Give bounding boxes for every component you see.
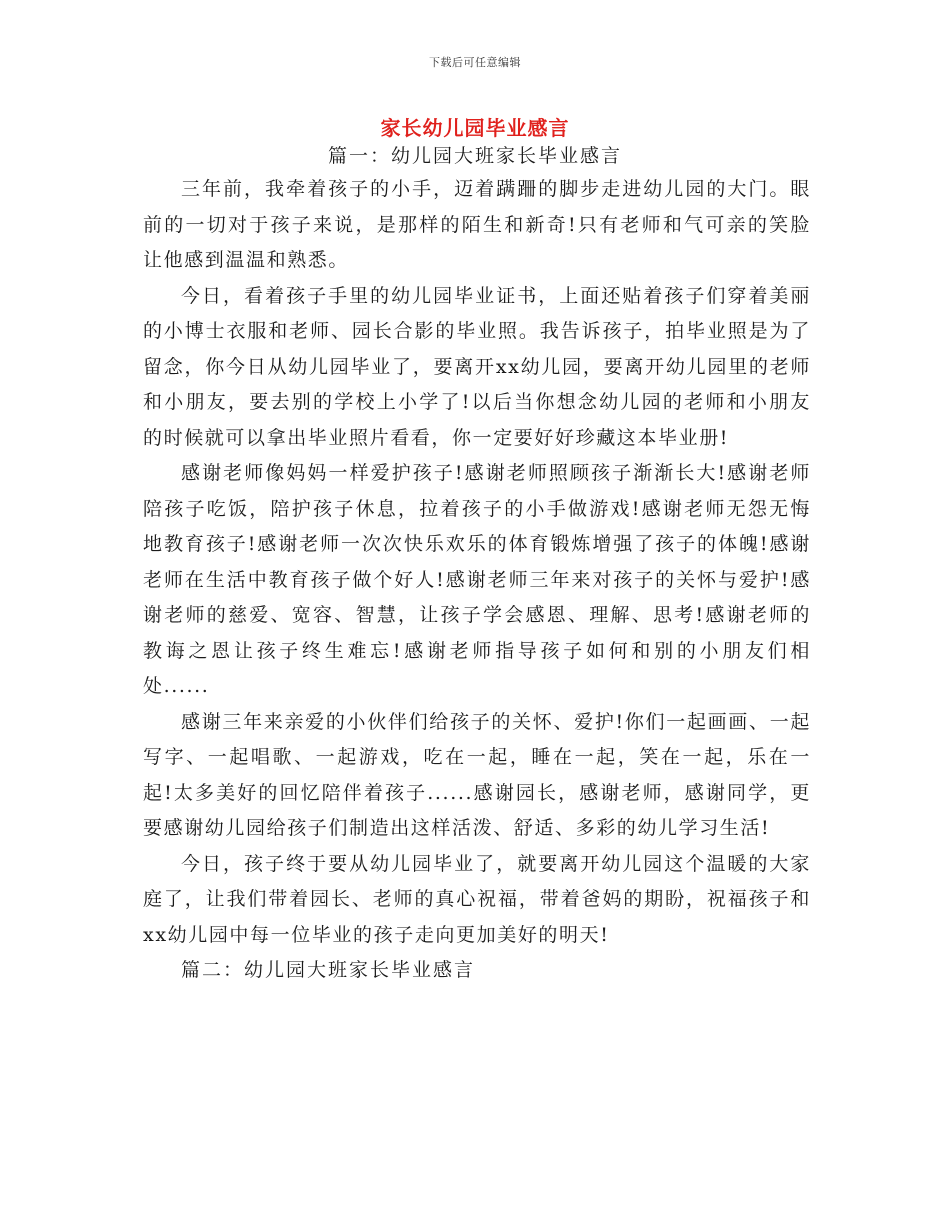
section-two-heading: 篇二：幼儿园大班家长毕业感言 <box>181 959 476 981</box>
paragraph-3: 感谢老师像妈妈一样爱护孩子!感谢老师照顾孩子渐渐长大!感谢老师陪孩子吃饭，陪护孩子休息，拉着孩子的小手做游戏!感谢老师无怨无悔地教育孩子!感谢老师一次次快乐欢乐的体育锻炼增强了孩子的体魄!感谢老师在生活中教育孩子做个好人!感谢老师三年来对孩子的关怀与爱护!感谢老师的慈爱、宽容、智慧，让孩子学会感恩、理解、思考!感谢老师的教诲之恩让孩子终生难忘!感谢老师指导孩子如何和别的小朋友们相处...... <box>143 462 811 697</box>
paragraph-5: 今日，孩子终于要从幼儿园毕业了，就要离开幼儿园这个温暖的大家庭了，让我们带着园长、老师的真心祝福，带着爸妈的期盼，祝福孩子和xx幼儿园中每一位毕业的孩子走向更加美好的明天! <box>143 852 811 946</box>
paragraph-4: 感谢三年来亲爱的小伙伴们给孩子的关怀、爱护!你们一起画画、一起写字、一起唱歌、一起游戏，吃在一起，睡在一起，笑在一起，乐在一起!太多美好的回忆陪伴着孩子......感谢园长，感谢老师，感谢同学，更要感谢幼儿园给孩子们制造出这样活泼、舒适、多彩的幼儿学习生活! <box>143 710 811 839</box>
header-note: 下载后可任意编辑 <box>429 56 521 69</box>
document-body <box>143 172 811 989</box>
document-title: 家长幼儿园毕业感言 <box>380 116 570 140</box>
paragraph-1: 三年前，我牵着孩子的小手，迈着蹒跚的脚步走进幼儿园的大门。眼前的一切对于孩子来说，是那样的陌生和新奇!只有老师和气可亲的笑脸让他感到温温和熟悉。 <box>143 178 811 271</box>
paragraph-2: 今日，看着孩子手里的幼儿园毕业证书，上面还贴着孩子们穿着美丽的小博士衣服和老师、园长合影的毕业照。我告诉孩子，拍毕业照是为了留念，你今日从幼儿园毕业了，要离开xx幼儿园，要离开幼儿园里的老师和小朋友，要去别的学校上小学了!以后当你想念幼儿园的老师和小朋友的时候就可以拿出毕业照片看看，你一定要好好珍藏这本毕业册! <box>143 284 811 449</box>
section-one-heading: 篇一：幼儿园大班家长毕业感言 <box>327 145 622 167</box>
